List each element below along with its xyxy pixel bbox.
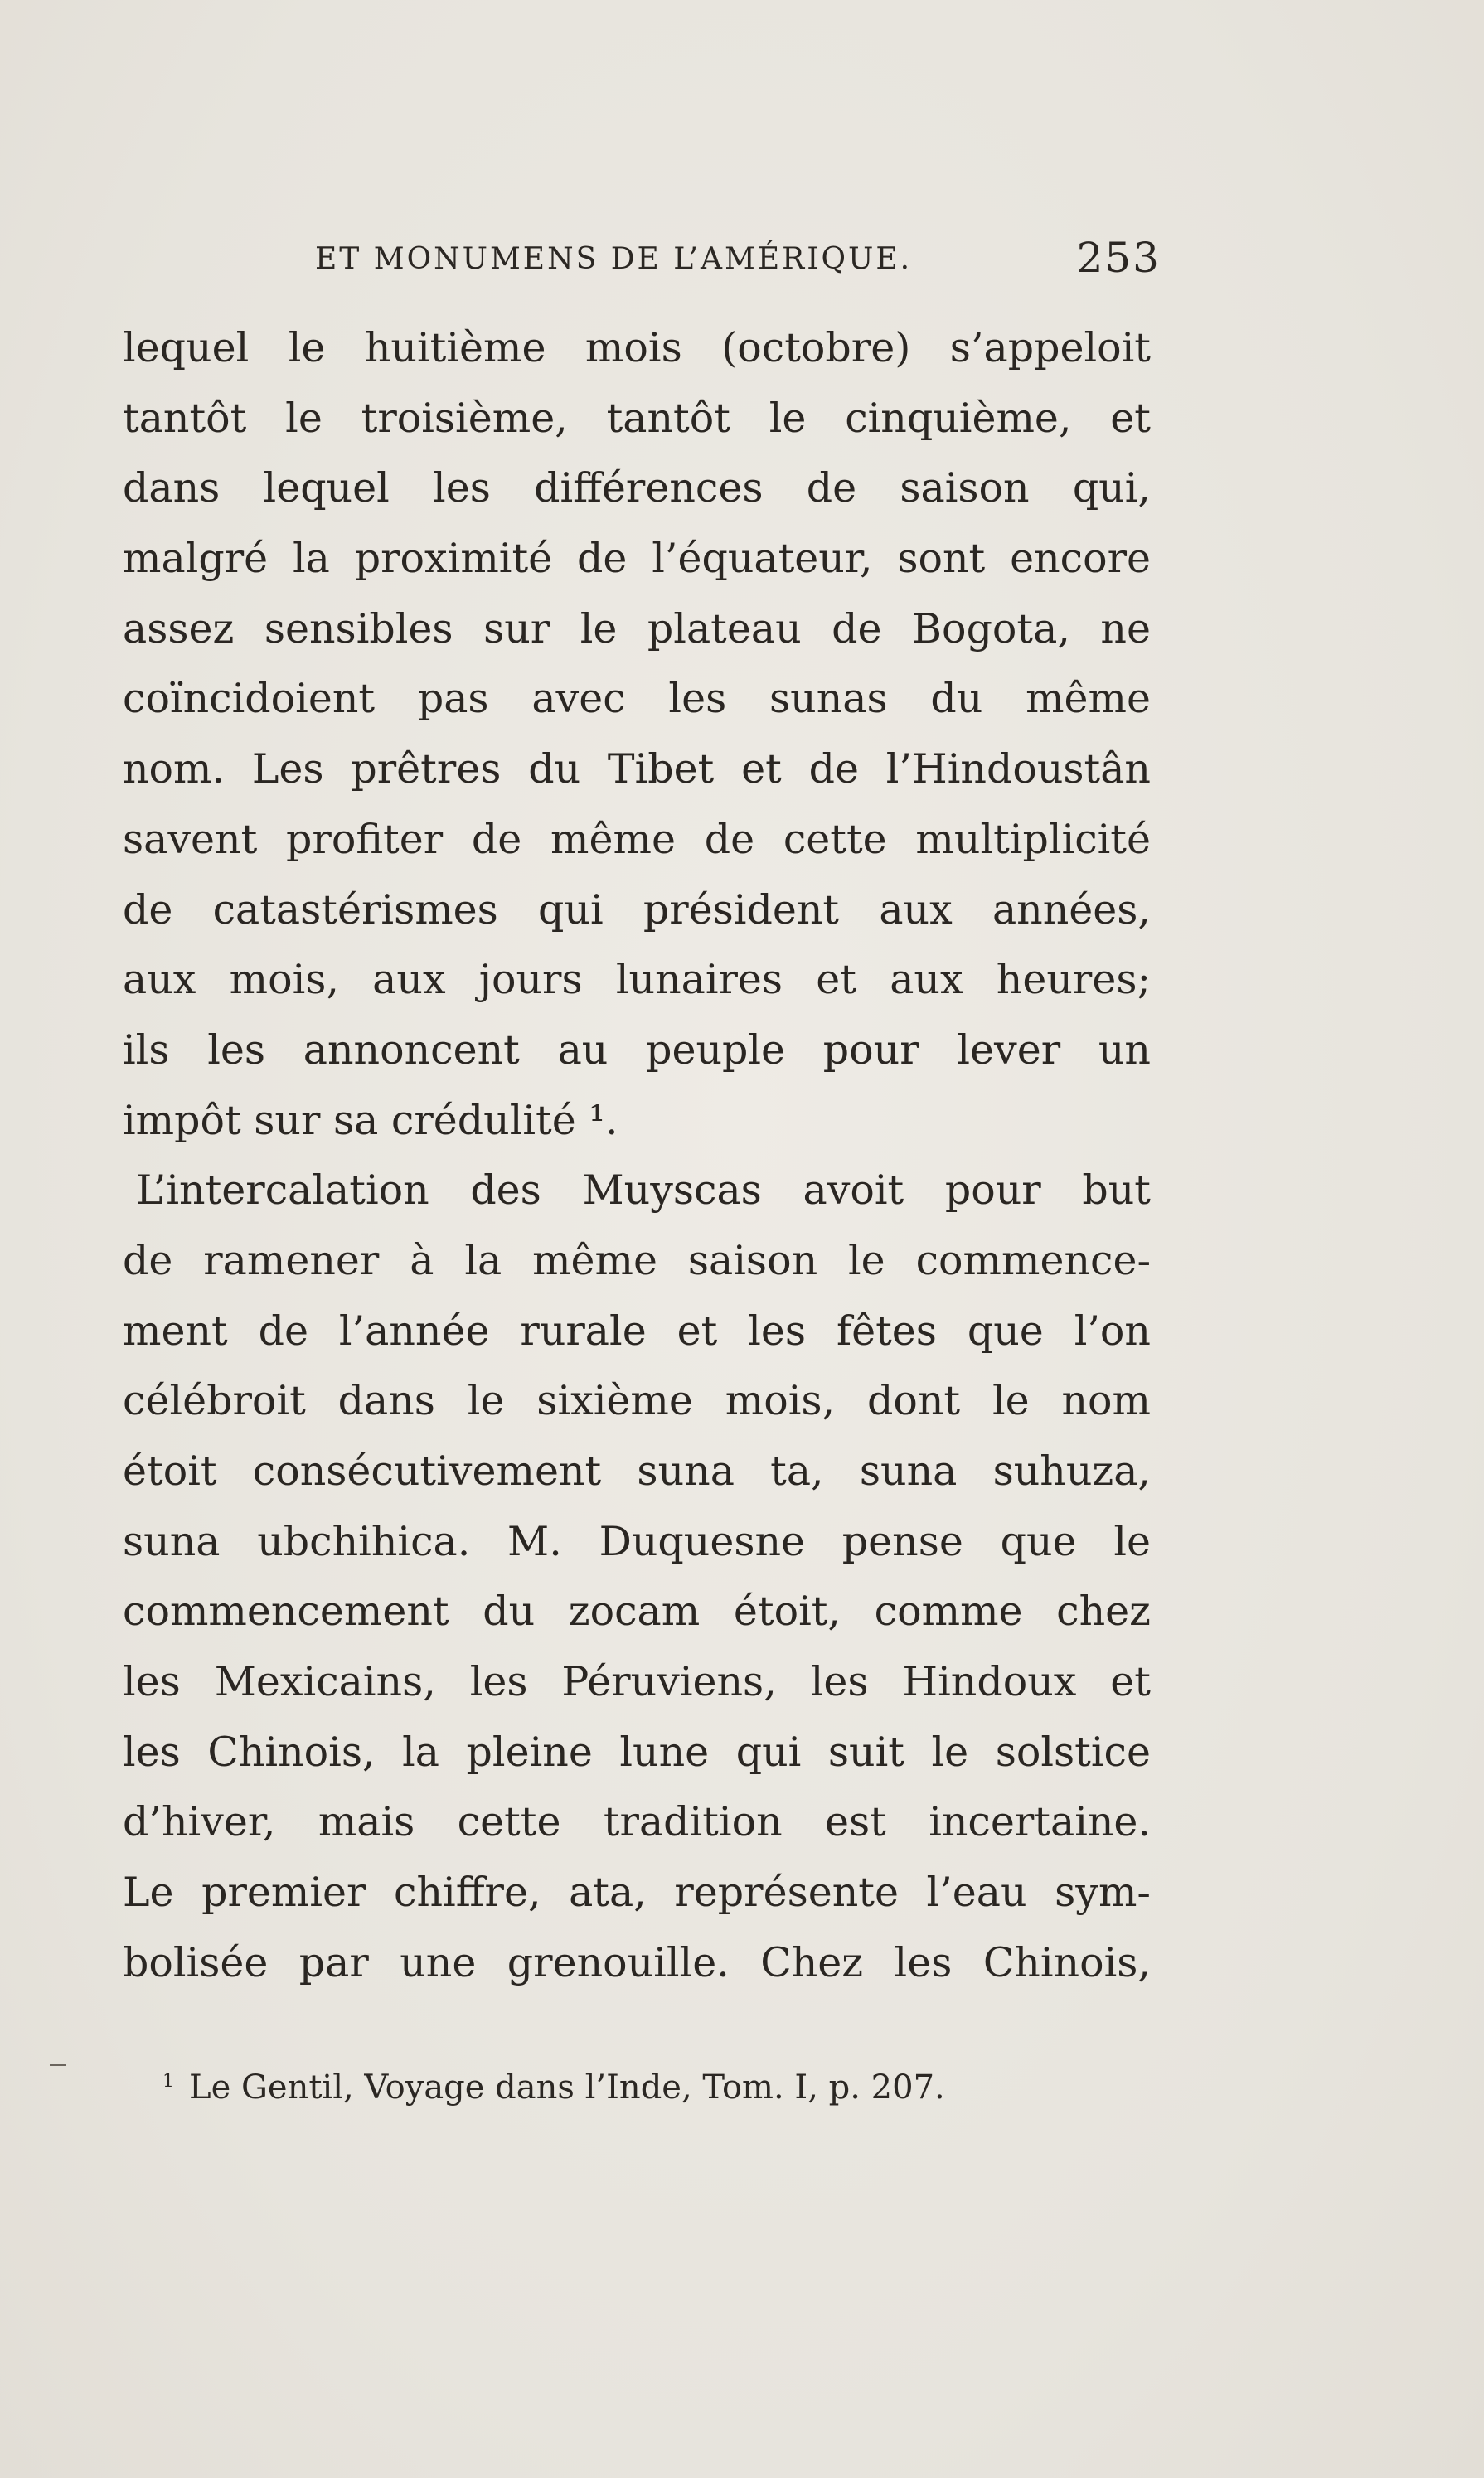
text-line: les Mexicains, les Péruviens, les Hindoux et [123,1658,1151,1706]
text-line: malgré la proximité de l’équateur, sont encore [123,535,1151,583]
text-line: de ramener à la même saison le commence- [123,1236,1151,1284]
text-line: savent profiter de même de cette multiplicité [123,815,1151,863]
text-line: impôt sur sa crédulité ¹. [123,1096,618,1144]
text-line: lequel le huitième mois (octobre) s’appeloit [123,324,1151,371]
text-line: célébroit dans le sixième mois, dont le nom [123,1377,1151,1425]
body-text [123,313,1151,1999]
text-line: les Chinois, la pleine lune qui suit le solstice [123,1728,1151,1776]
text-line: ment de l’année rurale et les fêtes que l’on [123,1307,1151,1355]
text-line: assez sensibles sur le plateau de Bogota, ne [123,604,1151,652]
running-head: ET MONUMENS DE L’AMÉRIQUE. [315,242,913,276]
text-line: tantôt le troisième, tantôt le cinquième, et [123,394,1151,442]
text-line: d’hiver, mais cette tradition est incertaine. [123,1798,1151,1846]
text-line: de catastérismes qui président aux années, [123,885,1151,933]
footnote [162,2068,945,2107]
text-line: suna ubchihica. M. Duquesne pense que le [123,1517,1151,1565]
page-number: 253 [1076,234,1161,282]
text-line: L’intercalation des Muyscas avoit pour but [136,1166,1151,1215]
text-line: dans lequel les différences de saison qui, [123,464,1151,512]
text-line: coïncidoient pas avec les sunas du même [123,675,1151,723]
footnote-marker: 1 [162,2071,174,2092]
text-line: étoit consécutivement suna ta, suna suhuza, [123,1448,1151,1495]
text-line: ils les annoncent au peuple pour lever un [123,1026,1151,1074]
text-line: Le premier chiffre, ata, représente l’eau sym- [123,1869,1151,1917]
margin-mark [50,2064,66,2066]
text-line: nom. Les prêtres du Tibet et de l’Hindoustân [123,745,1151,793]
text-line: commencement du zocam étoit, comme chez [123,1588,1151,1636]
text-line: aux mois, aux jours lunaires et aux heures; [123,956,1151,1004]
page-header [124,234,1161,292]
footnote-text: Le Gentil, Voyage dans l’Inde, Tom. I, p. 207. [189,2068,945,2107]
text-line: bolisée par une grenouille. Chez les Chinois, [123,1938,1151,1986]
